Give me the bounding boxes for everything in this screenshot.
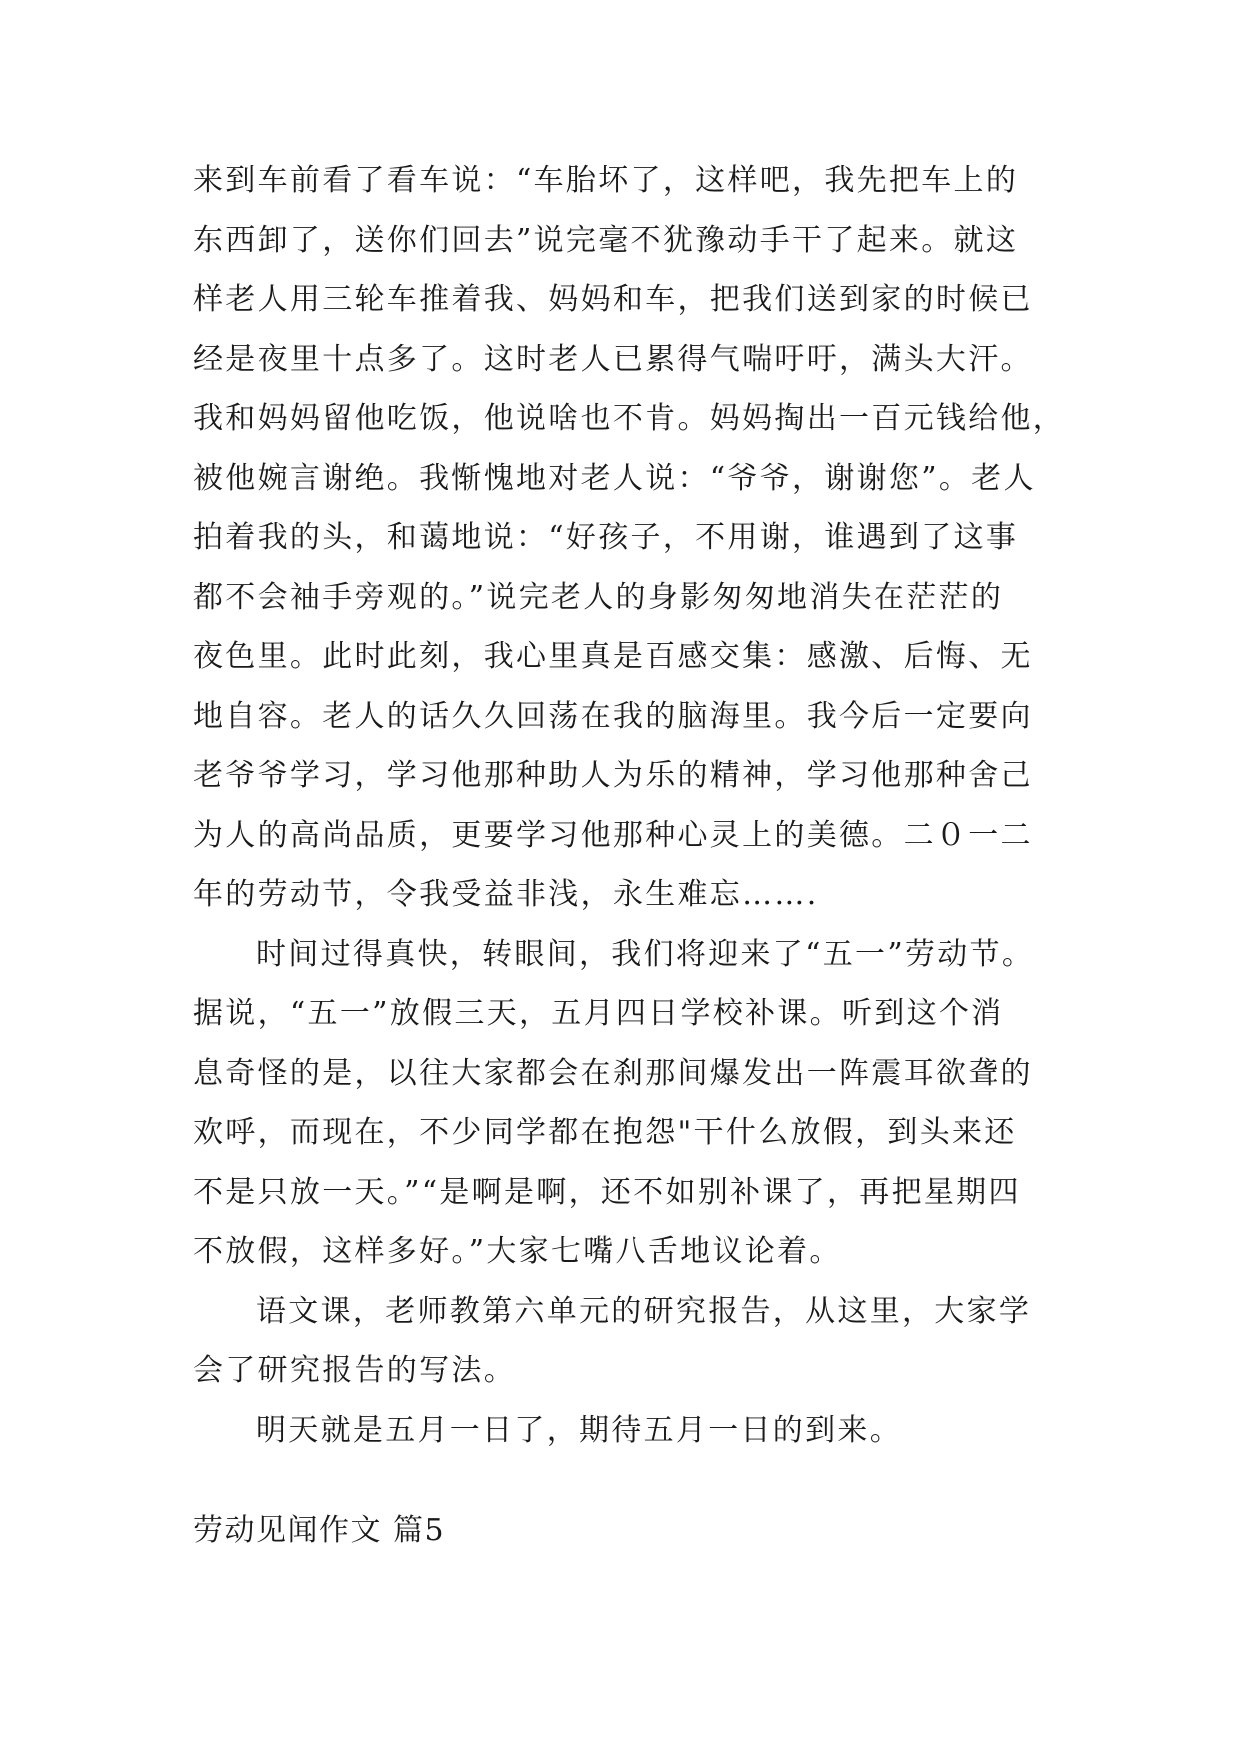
text-line: 拍着我的头，和蔼地说：“好孩子，不用谢，谁遇到了这事 xyxy=(193,520,1019,555)
text-line: 不是只放一天。”“是啊是啊，还不如别补课了，再把星期四 xyxy=(193,1175,1021,1210)
text-line: 被他婉言谢绝。我惭愧地对老人说：“爷爷，谢谢您”。老人 xyxy=(193,461,1036,496)
section-heading: 劳动见闻作文 篇5 xyxy=(193,1513,446,1548)
text-line: 地自容。老人的话久久回荡在我的脑海里。我今后一定要向 xyxy=(193,699,1033,734)
text-line: 我和妈妈留他吃饭，他说啥也不肯。妈妈掏出一百元钱给他， xyxy=(193,401,1066,436)
text-line: 经是夜里十点多了。这时老人已累得气喘吁吁，满头大汗。 xyxy=(193,342,1033,377)
text-line: 夜色里。此时此刻，我心里真是百感交集：感激、后悔、无 xyxy=(193,639,1033,674)
text-line: 样老人用三轮车推着我、妈妈和车，把我们送到家的时候已 xyxy=(193,282,1033,317)
text-line: 会了研究报告的写法。 xyxy=(193,1353,516,1388)
text-line: 东西卸了，送你们回去”说完毫不犹豫动手干了起来。就这 xyxy=(193,223,1019,258)
text-line: 欢呼，而现在，不少同学都在抱怨"干什么放假，到头来还 xyxy=(193,1115,1017,1150)
text-line: 时间过得真快，转眼间，我们将迎来了“五一”劳动节。 xyxy=(256,937,1035,972)
text-line: 为人的高尚品质，更要学习他那种心灵上的美德。二０一二 xyxy=(193,818,1033,853)
text-line: 都不会袖手旁观的。”说完老人的身影匆匆地消失在茫茫的 xyxy=(193,580,1004,615)
text-line: 年的劳动节，令我受益非浅，永生难忘……. xyxy=(193,877,819,912)
text-line: 老爷爷学习，学习他那种助人为乐的精神，学习他那种舍己 xyxy=(193,758,1033,793)
text-line: 不放假，这样多好。”大家七嘴八舌地议论着。 xyxy=(193,1234,842,1269)
text-line: 来到车前看了看车说：“车胎坏了，这样吧，我先把车上的 xyxy=(193,163,1019,198)
text-line: 据说，“五一”放假三天，五月四日学校补课。听到这个消 xyxy=(193,996,1004,1031)
text-line: 明天就是五月一日了，期待五月一日的到来。 xyxy=(256,1413,902,1448)
text-line: 语文课，老师教第六单元的研究报告，从这里，大家学 xyxy=(256,1294,1032,1329)
text-line: 息奇怪的是，以往大家都会在刹那间爆发出一阵震耳欲聋的 xyxy=(193,1056,1033,1091)
